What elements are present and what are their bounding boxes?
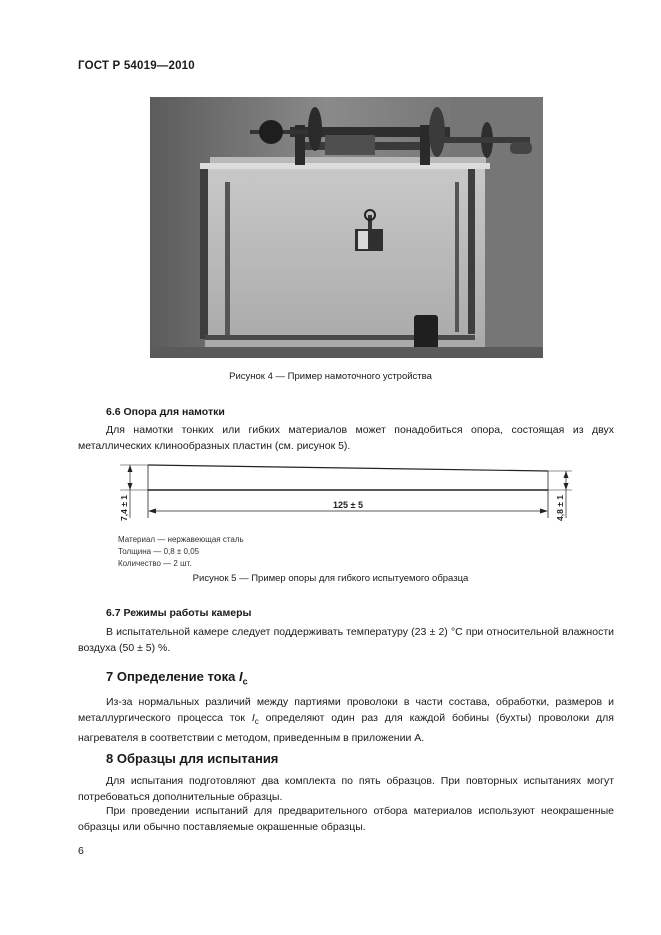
winding-device-photo <box>150 97 543 358</box>
note-thickness: Толщина — 0,8 ± 0,05 <box>118 547 200 556</box>
section-8-paragraph-1: Для испытания подготовляют два комплекта по пять образцов. При повторных испытаниях могут потребоваться дополнительные образцы. <box>78 775 614 803</box>
right-thickness-label: 4,8 ± 1 <box>555 495 565 521</box>
left-thickness-label: 7,4 ± 1 <box>119 495 129 521</box>
section-6-7-heading: 6.7 Режимы работы камеры <box>106 607 252 619</box>
section-7-heading: 7 Определение тока $I_c$ <box>106 669 248 687</box>
figure-5-notes <box>118 534 244 570</box>
winding-device-illustration <box>150 97 543 358</box>
support-plate-drawing <box>100 458 590 528</box>
section-6-6-text: Для намотки тонких или гибких материалов может понадобиться опора, состоящая из двух металлических клинообразных пластин (см. рисунок 5). <box>78 424 614 452</box>
note-material: Материал — нержавеющая сталь <box>118 535 244 544</box>
note-quantity: Количество — 2 шт. <box>118 559 192 568</box>
section-8-paragraph-2: При проведении испытаний для предварительного отбора материалов используют неокрашенные образцы или обычно поставляемые окрашенные образцы. <box>78 805 614 833</box>
section-6-7-text: В испытательной камере следует поддерживать температуру (23 ± 2) °С при относительной влажности воздуха (50 ± 5) %. <box>78 626 614 654</box>
section-8-heading: 8 Образцы для испытания <box>106 751 279 766</box>
figure-5-caption: Рисунок 5 — Пример опоры для гибкого испытуемого образца <box>192 573 469 584</box>
current-symbol: I <box>238 669 243 684</box>
figure-4-caption: Рисунок 4 — Пример намоточного устройства <box>229 371 432 382</box>
document-header: ГОСТ Р 54019—2010 <box>78 60 195 72</box>
plate-top-edge <box>148 465 548 471</box>
section-7-text: Из-за нормальных различий между партиями проволоки в части состава, обработки, размеров и металлургического процесса ток $I_c$ определяют один раз для каждой бобины (бухты) проволоки для нагревателя в соответствии с методом, приведенным в приложении А. <box>78 696 614 745</box>
page-number: 6 <box>78 845 84 857</box>
length-dimension-label: 125 ± 5 <box>333 500 363 510</box>
section-6-6-heading: 6.6 Опора для намотки <box>106 406 225 418</box>
